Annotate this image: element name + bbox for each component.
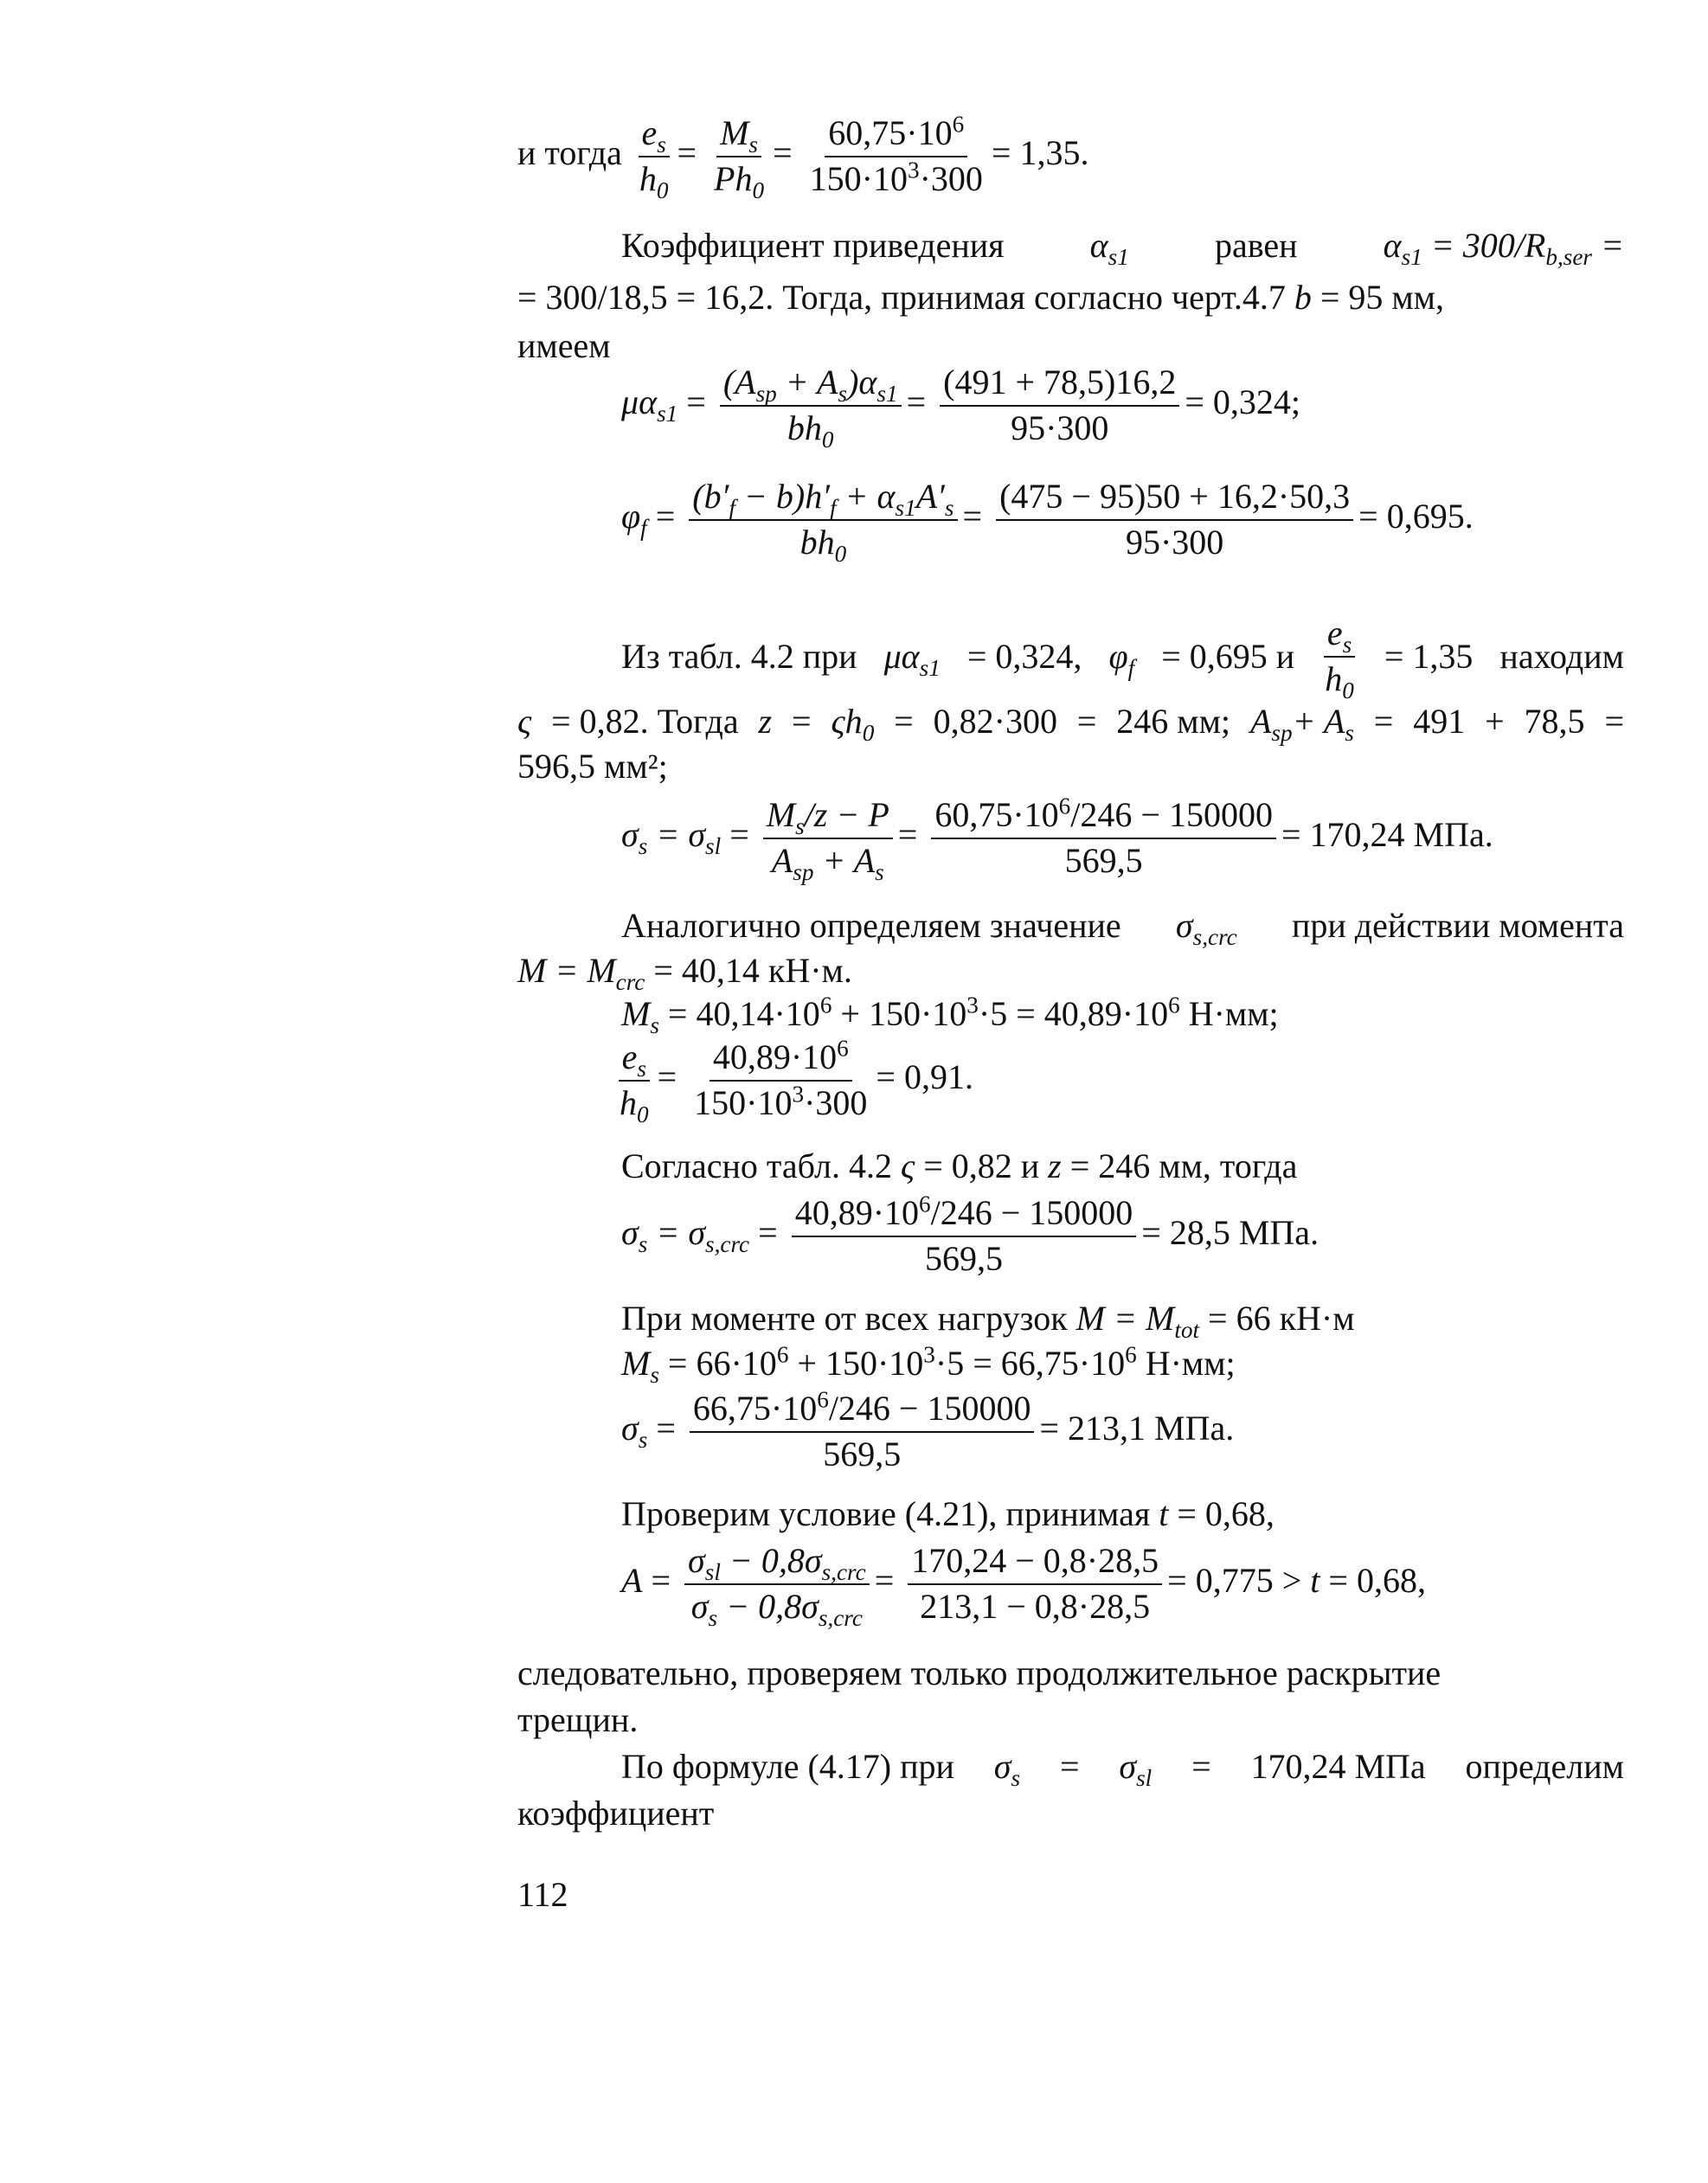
text-cracks: трещин.: [517, 1700, 639, 1739]
text-we-find: находим: [1499, 636, 1624, 676]
text-by-formula: По формуле (4.17) при: [621, 1747, 954, 1786]
page-number: 112: [517, 1875, 568, 1914]
fraction-es-h0: $\frac{e_s}{h_0}$: [639, 113, 669, 203]
line-total-moment: При моменте от всех нагрузок $M = M_{tot} = 66$ кН·м: [621, 1299, 1355, 1343]
paragraph-reduction-line2: = 300/18,5 = 16,2. Тогда, принимая согласно черт.4.7 b = 95 мм,: [517, 278, 1444, 317]
text-consequently: следовательно, проверяем только продолжительное раскрытие: [517, 1653, 1442, 1692]
line-zeta: ς = 0,82. Тогда z = $\varsigma h_0$ = 0,82·300 = 246 мм; $A_{sp}+ A_s$ = 491 + 78,5 =: [517, 702, 1624, 746]
text-all-loads: При моменте от всех нагрузок: [621, 1299, 1068, 1338]
formula-mu-alpha: $\mu\alpha_{s1}$ = $(A_{sp} + A_s)\alpha_{s1}$ $bh_0$ = $\frac{(491 + 78,5)16,2}{95\cdot 300}$ = 0,324;: [621, 363, 1301, 453]
paragraph-formula-417: По формуле (4.17) при $\sigma_s$ = $\sigma_{sl}$ = 170,24 МПа определим: [621, 1747, 1624, 1791]
text-coefficient: коэффициент: [517, 1794, 715, 1833]
text-coef-reduction: Коэффициент приведения: [621, 226, 1005, 265]
paragraph-consequently: [517, 1654, 1624, 1692]
formula-A: A = $\sigma_{sl} - 0,8\sigma_{s,crc}$ $\sigma_s - 0,8\sigma_{s,crc}$ = $\frac{170,24 - 0,8\cdot 28,5}{213,1 - 0,8\cdot 28,5}$ = 0,775 > t = 0,68,: [621, 1541, 1426, 1631]
text-from-table: Из табл. 4.2 при: [621, 636, 857, 676]
formula-es-h0-2: $\frac{e_s}{h_0}$ = $\frac{40,89\cdot 10^6}{150\cdot 10^3\cdot 300}$ = 0,91.: [620, 1035, 973, 1127]
symbol-alpha-s1: $\alpha_{s1}$: [1089, 226, 1129, 270]
text-area-result: 596,5 мм²;: [517, 747, 668, 786]
formula-es-h0: и тогда $\frac{e_s}{h_0}$ = $\frac{M_s}{Ph_0}$ = $\frac{60,75\cdot 10^6}{150\cdot 10^3\cdot 300}$ = 1,35.: [517, 111, 1089, 203]
text-check: Проверим условие (4.21), принимая: [621, 1494, 1151, 1533]
line-table-42-again: Согласно табл. 4.2 ς = 0,82 и z = 246 мм, тогда: [621, 1146, 1298, 1185]
paragraph-table-42: Из табл. 4.2 при $\mu\alpha_{s1}$ = 0,324, $\varphi_f$ = 0,695 и $\frac{e_s}{h_0}$ = 1,35 находим: [621, 613, 1624, 703]
line-mcrc: $M = M_{crc} = 40,14$ кН·м.: [517, 951, 852, 995]
text-then-accepting: = 300/18,5 = 16,2. Тогда, принимая согласно черт.4.7: [517, 278, 1286, 317]
text-and-then: и тогда: [517, 132, 622, 172]
fraction-numeric: $\frac{60,75\cdot 10^6}{150\cdot 10^3\cdot 300}$: [809, 111, 983, 198]
paragraph-reduction-line1: [621, 226, 1624, 270]
line-check-condition: Проверим условие (4.21), принимая t = 0,68,: [621, 1494, 1275, 1533]
formula-sigma-sl: $\sigma_s = \sigma_{sl}$ = $M_s/z - P$ $A_{sp} + A_s$ = $\frac{60,75\cdot 10^6/246 - 150000}{569,5}$ = 170,24 МПа.: [621, 793, 1493, 885]
line-ms-tot: $M_s = 66\cdot 10^6 + 150\cdot 10^3\cdot 5 = 66,75\cdot 10^6$ Н·мм;: [621, 1341, 1236, 1388]
formula-sigma-tot: $\sigma_s$ = $\frac{66,75\cdot 10^6/246 - 150000}{569,5}$ = 213,1 МПа.: [621, 1386, 1235, 1474]
text-according-table: Согласно табл. 4.2: [621, 1146, 892, 1185]
formula-phi-f: $\varphi_f$ = $\frac{(b'_f - b)h'_f + \alpha_{s1}A'_s}{bh_0}$ = $\frac{(475 - 95)50 + 16,2\cdot 50,3}{95\cdot 300}$ = 0,695.: [621, 477, 1474, 567]
text-equals: равен: [1214, 226, 1298, 265]
formula-alpha-s1: $\alpha_{s1} = 300/R_{b,ser}$ =: [1383, 226, 1624, 270]
fraction-ms-ph0: $\frac{M_s}{Ph_0}$: [714, 113, 765, 203]
text-under-moment: при действии момента: [1291, 906, 1624, 945]
text-analogously: Аналогично определяем значение: [621, 906, 1121, 945]
text-determine: определим: [1465, 1747, 1624, 1786]
text-we-have: имеем: [517, 326, 611, 365]
paragraph-analogous: Аналогично определяем значение $\sigma_{s,crc}$ при действии момента: [621, 906, 1624, 950]
formula-sigma-crc: $\sigma_s = \sigma_{s,crc}$ = $\frac{40,89\cdot 10^6/246 - 150000}{569,5}$ = 28,5 МПа.: [621, 1191, 1320, 1278]
line-ms-crc: $M_s = 40,14\cdot 10^6 + 150\cdot 10^3\cdot 5 = 40,89\cdot 10^6$ Н·мм;: [621, 992, 1279, 1038]
